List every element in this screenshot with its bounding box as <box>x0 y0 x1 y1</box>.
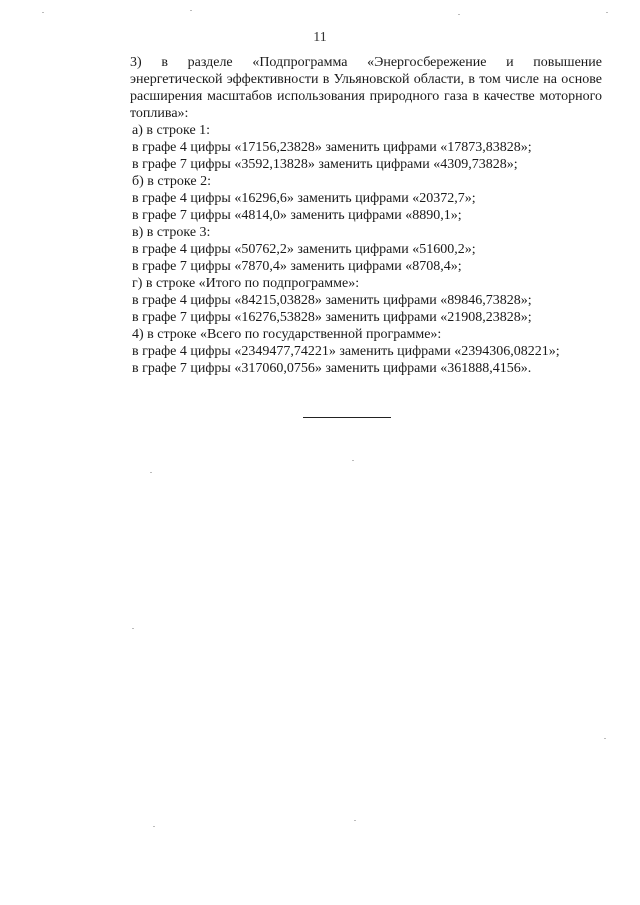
end-divider-line <box>303 417 391 418</box>
replacement-line: в графе 4 цифры «84215,03828» заменить цифрами «89846,73828»; <box>132 293 532 308</box>
subsection-heading: б) в строке 2: <box>132 174 211 189</box>
replacement-line: в графе 4 цифры «16296,6» заменить цифрами «20372,7»; <box>132 191 476 206</box>
intro-line: топлива»: <box>130 106 189 121</box>
subsection-heading: в) в строке 3: <box>132 225 211 240</box>
replacement-line: в графе 4 цифры «50762,2» заменить цифрами «51600,2»; <box>132 242 476 257</box>
scan-speck <box>190 10 192 11</box>
intro-paragraph <box>92 54 602 122</box>
replacement-line: в графе 7 цифры «16276,53828» заменить цифрами «21908,23828»; <box>132 310 532 325</box>
scan-speck <box>606 12 608 13</box>
scan-speck <box>352 460 354 461</box>
document-body <box>92 54 602 377</box>
replacement-line: в графе 7 цифры «7870,4» заменить цифрами «8708,4»; <box>132 259 462 274</box>
replacement-line: в графе 7 цифры «4814,0» заменить цифрами «8890,1»; <box>132 208 462 223</box>
subsection-heading: 4) в строке «Всего по государственной программе»: <box>132 327 442 342</box>
scan-speck <box>132 628 134 629</box>
replacement-line: в графе 4 цифры «17156,23828» заменить цифрами «17873,83828»; <box>132 140 532 155</box>
scan-speck <box>150 472 152 473</box>
replacement-line: в графе 7 цифры «317060,0756» заменить цифрами «361888,4156». <box>132 361 532 376</box>
scan-speck <box>153 826 155 827</box>
scan-speck <box>42 12 44 13</box>
subsection-heading: а) в строке 1: <box>132 123 211 138</box>
replacement-line: в графе 7 цифры «3592,13828» заменить цифрами «4309,73828»; <box>132 157 518 172</box>
subsection-heading: г) в строке «Итого по подпрограмме»: <box>132 276 360 291</box>
page-number: 11 <box>313 30 327 45</box>
scan-speck <box>604 738 606 739</box>
intro-line: энергетической эффективности в Ульяновской области, в том числе на основе <box>130 72 602 87</box>
scan-speck <box>458 14 460 15</box>
intro-line: 3) в разделе «Подпрограмма «Энергосбережение и повышение <box>130 55 602 70</box>
scan-speck <box>354 820 356 821</box>
intro-line: расширения масштабов использования природного газа в качестве моторного <box>130 89 602 104</box>
replacement-line: в графе 4 цифры «2349477,74221» заменить цифрами «2394306,08221»; <box>132 344 560 359</box>
